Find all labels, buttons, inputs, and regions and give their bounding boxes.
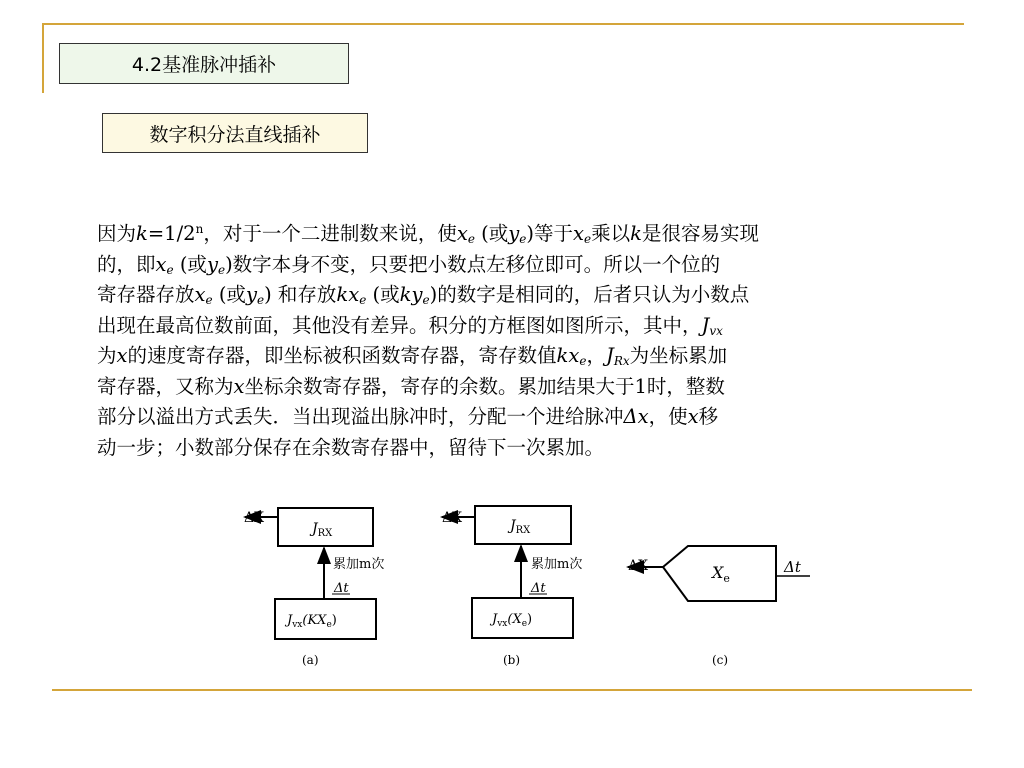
- slide-title-text: 4.2基准脉冲插补: [131, 54, 277, 76]
- delta-t-label-a: Δt: [334, 581, 349, 596]
- delta-t-label-b: Δt: [531, 581, 546, 596]
- accumulate-label-a: 累加m次: [333, 557, 385, 572]
- diagram-a: [244, 508, 384, 667]
- jrx-register-box-a: [278, 508, 373, 546]
- caption-c: (c): [712, 653, 729, 667]
- caption-b: (b): [503, 653, 521, 667]
- paragraph-line-4: 出现在最高位数前面，其他没有差异。积分的方框图如图所示，其中，$J_{vx}$: [97, 313, 723, 338]
- delta-x-label-c: ΔX: [628, 558, 649, 574]
- diagram-c: [628, 546, 810, 667]
- paragraph-line-8: 动一步；小数部分保存在余数寄存器中，留待下一次累加。: [97, 435, 605, 459]
- accumulate-label-b: 累加m次: [531, 557, 583, 572]
- paragraph-line-2: 的，即$x_e$ (或$y_e$)数字本身不变，只要把小数点左移位即可。所以一个位的: [97, 252, 721, 277]
- paragraph-line-5: 为x的速度寄存器，即坐标被积函数寄存器，寄存数值$kx_e$，$J_{Rx}$为坐标累加: [97, 344, 728, 368]
- delta-x-label-b: ΔX: [442, 510, 463, 526]
- xe-label: $X_e$: [712, 563, 730, 585]
- slide-subtitle-text: 数字积分法直线插补: [149, 123, 321, 146]
- paragraph-line-3: 寄存器存放$x_e$ (或$y_e$) 和存放$kx_e$ (或$ky_e$)的数字是相同的，后者只认为小数点: [97, 283, 750, 307]
- caption-a: (a): [302, 653, 319, 667]
- paragraph-line-6: 寄存器，又称为x坐标余数寄存器，寄存的余数。累加结果大于1时，整数: [97, 374, 725, 398]
- paragraph-line-7: 部分以溢出方式丢失．当出现溢出脉冲时，分配一个进给脉冲Δx，使x移: [97, 405, 719, 428]
- jvx-label-b: $J_{vx}(X_e)$: [492, 612, 533, 629]
- jvx-register-box-b: [472, 598, 573, 638]
- jvx-label-a: $J_{vx}(KX_e)$: [287, 613, 337, 630]
- delta-x-label-a: ΔX: [244, 510, 265, 526]
- paragraph-line-1: 因为$k=1/2^n$，对于一个二进制数来说，使$x_e$ (或$y_e$)等于$x_e$乘以k是很容易实现: [97, 222, 759, 246]
- diagram-b: [442, 506, 582, 667]
- jrx-label-b: $J_{RX}$: [510, 518, 531, 536]
- delta-t-label-c: Δt: [784, 558, 801, 576]
- jrx-label-a: $J_{RX}$: [312, 521, 333, 539]
